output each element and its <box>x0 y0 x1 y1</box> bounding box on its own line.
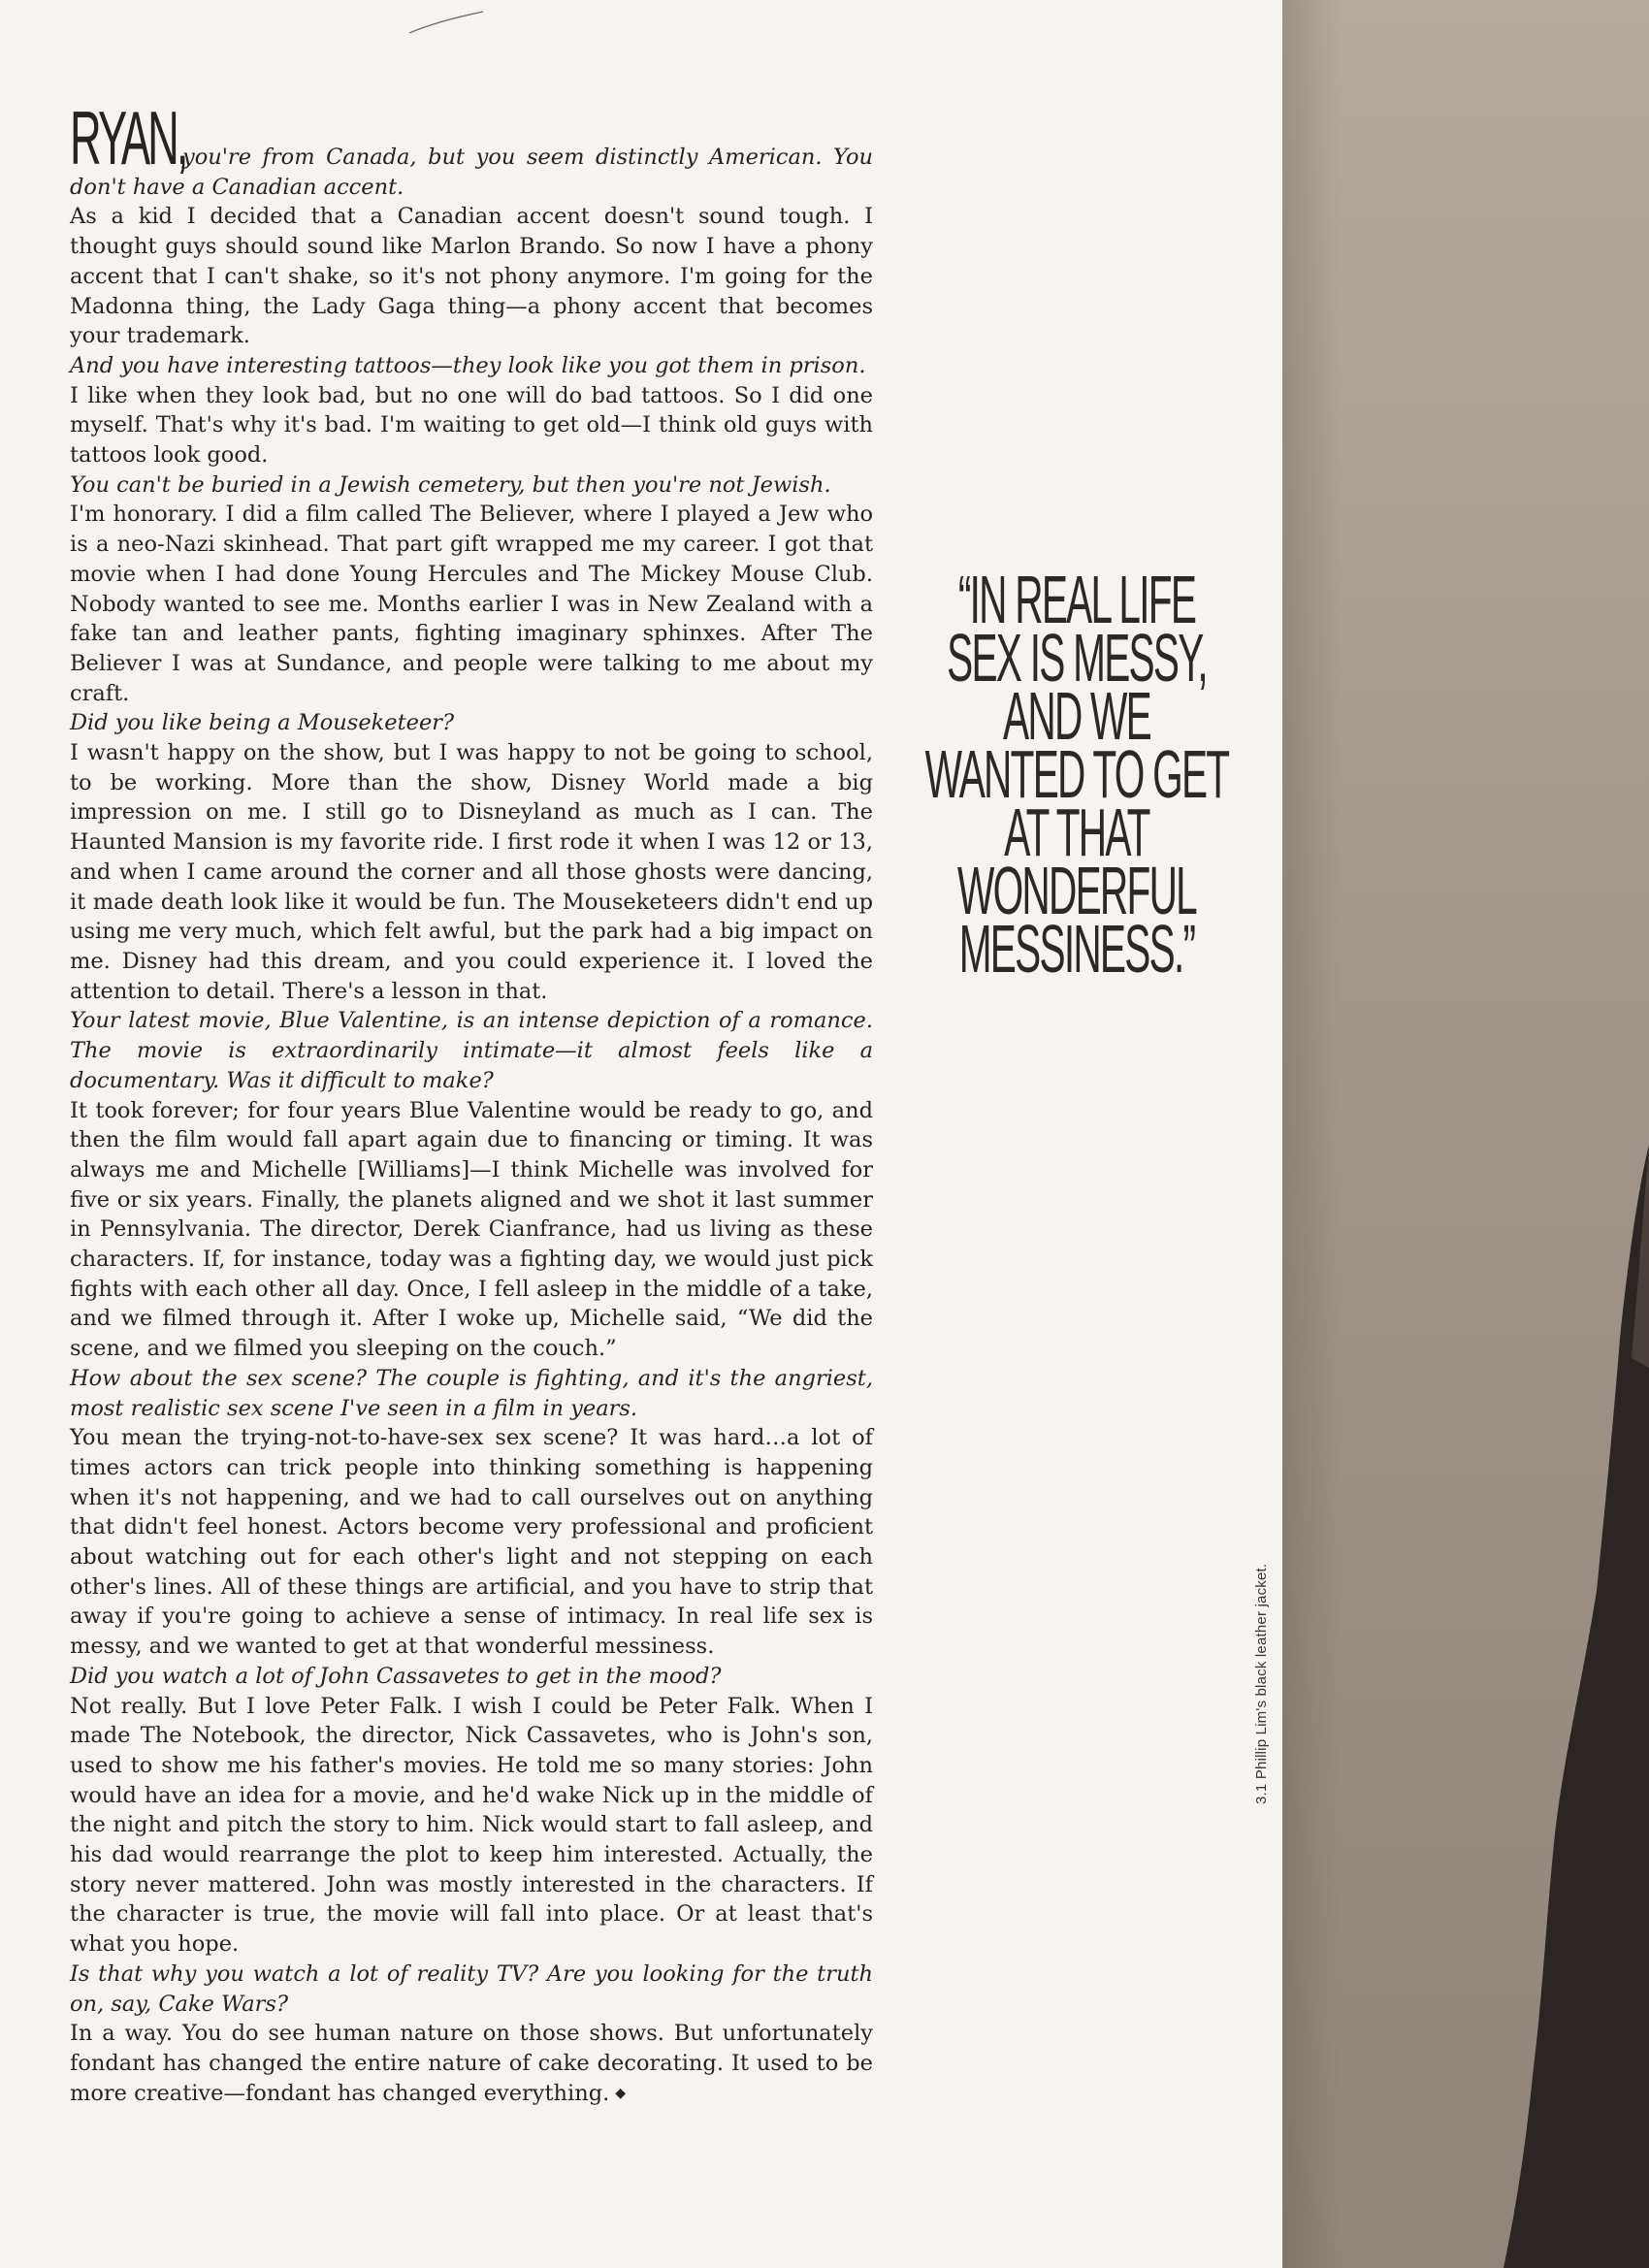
question-text: Did you like being a Mouseketeer? <box>70 710 455 736</box>
answer-text: As a kid I decided that a Canadian accent doesn't sound tough. I thought guys should sound like Marlon Brando. So now I have a phony accent that I can't shake, so it's not phony anymore. I'm going for the Madonna thing, the Lady Gaga thing—a phony accent that becomes your trademark. <box>70 204 873 349</box>
question-text: You can't be buried in a Jewish cemetery, but then you're not Jewish. <box>70 471 831 498</box>
answer-text: You mean the trying-not-to-have-sex sex scene? It was hard…a lot of times actors can trick people into thinking something is happening when it's not happening, and we had to call ourselves out on anything that didn't feel honest. Actors become very professional and proficient about watching out for each other's light and not stepping on each other's lines. All of these things are artificial, and you have to strip that away if you're going to achieve a sense of intimacy. In real life sex is messy, and we wanted to get at that wonderful messiness. <box>70 1425 873 1660</box>
photo-credit: 3.1 Phillip Lim's black leather jacket. <box>1253 1563 1270 1804</box>
answer-text: It took forever; for four years Blue Valentine would be ready to go, and then the film would fall apart again due to financing or timing. It was always me and Michelle [Williams]—I think Michelle was involved for five or six years. Finally, the planets aligned and we shot it last summer in Pennsylvania. The director, Derek Cianfrance, had us living as these characters. If, for instance, today was a fighting day, we would just pick fights with each other all day. Once, I fell asleep in the middle of a take, and we filmed through it. After I woke up, Michelle said, “We did the scene, and we filmed you sleeping on the couch.” <box>70 1097 873 1362</box>
question-text: you're from Canada, but you seem distinctly American. You don't have a Canadian accent. <box>70 145 873 200</box>
answer-text: I'm honorary. I did a film called The Believer, where I played a Jew who is a neo-Nazi skinhead. That part gift wrapped me my career. I got that movie when I had done Young Hercules and The Mickey Mouse Club. Nobody wanted to see me. Months earlier I was in New Zealand with a fake tan and leather pants, fighting imaginary sphinxes. After The Believer I was at Sundance, and people were talking to me about my craft. <box>70 502 873 706</box>
question-text: Is that why you watch a lot of reality TV? Are you looking for the truth on, say, Cake Wars? <box>70 1960 873 2017</box>
answer-text: In a way. You do see human nature on those shows. But unfortunately fondant has changed the entire nature of cake decorating. It used to be more creative—fondant has changed everything. <box>70 2021 873 2106</box>
answer-text: I like when they look bad, but no one will do bad tattoos. So I did one myself. That's why it's bad. I'm waiting to get old—I think old guys with tattoos look good. <box>70 382 873 469</box>
answer-text: Not really. But I love Peter Falk. I wish I could be Peter Falk. When I made The Notebook, the director, Nick Cassavetes, who is John's son, used to show me his father's movies. He told me so many stories: John would have an idea for a movie, and he'd wake Nick up in the middle of the night and pitch the story to him. Nick would start to fall asleep, and his dad would rearrange the plot to keep him interested. Actually, the story never mattered. John was mostly interested in the characters. If the character is true, the movie will fall into place. Or at least that's what you hope. <box>70 1693 873 1958</box>
question-text: How about the sex scene? The couple is fighting, and it's the angriest, most realistic sex scene I've seen in a film in years. <box>70 1365 873 1421</box>
lead-name-drop-cap: RYAN, <box>70 95 186 180</box>
pull-quote <box>912 562 1242 987</box>
question-text: And you have interesting tattoos—they look like you got them in prison. <box>70 352 866 378</box>
pull-quote-text: “IN REAL LIFE SEX IS MESSY, AND WE WANTED TO GET AT THAT WONDERFUL MESSINESS.” <box>924 562 1229 987</box>
cover-photo-strip <box>1282 0 1649 2268</box>
pen-scratch-mark <box>407 8 485 37</box>
photo-figure-silhouette <box>1504 1145 1649 2268</box>
end-mark-diamond-icon: ◆ <box>615 2085 627 2101</box>
question-text: Did you watch a lot of John Cassavetes to get in the mood? <box>70 1663 722 1689</box>
article-paragraph-last <box>70 2019 873 2108</box>
question-text: Your latest movie, Blue Valentine, is an intense depiction of a romance. The movie is extraordinarily intimate—it almost feels like a documentary. Was it difficult to make? <box>70 1008 873 1093</box>
article-paragraph-0 <box>70 95 873 202</box>
photo-shade <box>1282 0 1341 2268</box>
answer-text: I wasn't happy on the show, but I was happy to not be going to school, to be working. More than the show, Disney World made a big impression on me. I still go to Disneyland as much as I can. The Haunted Mansion is my favorite ride. I first rode it when I was 12 or 13, and when I came around the corner and all those ghosts were dancing, it made death look like it would be fun. The Mouseketeers didn't end up using me very much, which felt awful, but the park had a big impact on me. Disney had this dream, and you could experience it. I loved the attention to detail. There's a lesson in that. <box>70 740 873 1004</box>
interview-article <box>70 95 873 2108</box>
